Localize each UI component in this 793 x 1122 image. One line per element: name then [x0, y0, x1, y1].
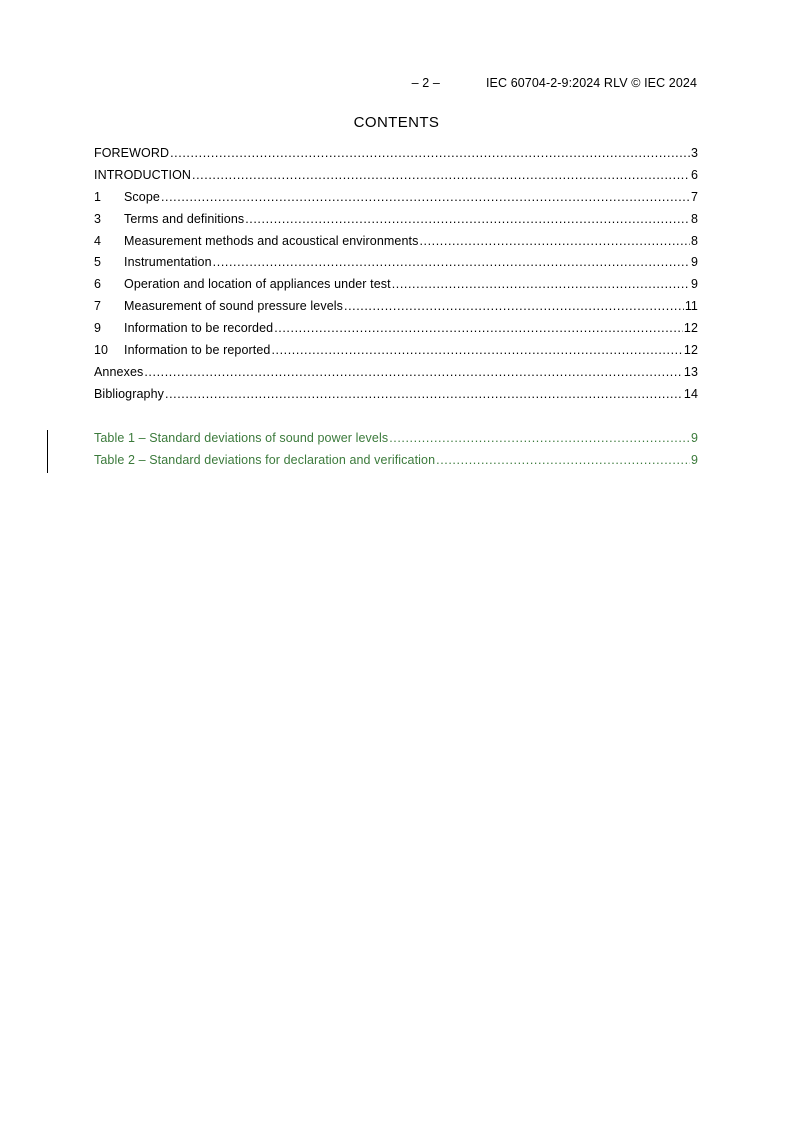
- toc-entry-sound-pressure-levels[interactable]: [94, 296, 698, 318]
- toc-entry-page: 12: [683, 343, 698, 358]
- toc-entry-table-1[interactable]: [94, 428, 698, 450]
- toc-entry-number: 4: [94, 233, 102, 248]
- toc-entry-page: 13: [683, 364, 698, 379]
- toc-entry-page: 14: [683, 386, 698, 401]
- toc-entry-label: Table 1 – Standard deviations of sound power levels: [94, 431, 389, 445]
- toc-entry-label: Operation and location of appliances under test: [124, 277, 391, 292]
- toc-entry-page: 12: [683, 321, 698, 336]
- toc-entry-label: Bibliography: [94, 386, 164, 401]
- dot-leader: [165, 384, 683, 406]
- toc-entry-foreword[interactable]: [94, 143, 698, 165]
- toc-entry-number: 3: [94, 211, 102, 226]
- toc-entry-instrumentation[interactable]: [94, 252, 698, 274]
- document-reference: IEC 60704-2-9:2024 RLV © IEC 2024: [485, 76, 697, 90]
- toc-entry-label: INTRODUCTION: [94, 167, 192, 182]
- dot-leader: [344, 296, 684, 318]
- dot-leader: [213, 252, 690, 274]
- toc-entry-table-2[interactable]: [94, 450, 698, 472]
- toc-entry-measurement-methods[interactable]: [94, 231, 698, 253]
- toc-entry-number: 9: [94, 321, 102, 336]
- dot-leader: [144, 362, 683, 384]
- toc-entry-scope[interactable]: [94, 187, 698, 209]
- toc-entry-information-reported[interactable]: [94, 340, 698, 362]
- dot-leader: [170, 143, 690, 165]
- toc-entry-label: Scope: [124, 189, 160, 204]
- toc-entry-page: 11: [684, 299, 698, 314]
- toc-entry-page: 9: [690, 452, 698, 467]
- revision-change-bar: [47, 430, 48, 473]
- toc-entry-page: 9: [690, 431, 698, 445]
- page-number: – 2 –: [411, 76, 440, 90]
- toc-entry-label: Information to be recorded: [124, 321, 274, 336]
- toc-entry-bibliography[interactable]: [94, 384, 698, 406]
- dot-leader: [389, 428, 690, 450]
- toc-entry-page: 7: [690, 189, 698, 204]
- dot-leader: [161, 187, 690, 209]
- toc-entry-terms-and-definitions[interactable]: [94, 209, 698, 231]
- toc-entry-label: Terms and definitions: [124, 211, 245, 226]
- toc-entry-number: 10: [94, 343, 109, 358]
- toc-entry-number: 1: [94, 189, 102, 204]
- toc-entry-information-recorded[interactable]: [94, 318, 698, 340]
- dot-leader: [436, 450, 690, 472]
- toc-entry-page: 8: [690, 211, 698, 226]
- contents-title: CONTENTS: [353, 114, 440, 131]
- toc-entry-label: Table 2 – Standard deviations for declaration and verification: [94, 452, 436, 467]
- toc-entry-label: Annexes: [94, 364, 144, 379]
- dot-leader: [419, 231, 690, 253]
- toc-entry-label: FOREWORD: [94, 146, 170, 160]
- dot-leader: [192, 165, 690, 187]
- toc-entry-annexes[interactable]: [94, 362, 698, 384]
- toc-entry-introduction[interactable]: [94, 165, 698, 187]
- table-of-contents: [94, 143, 698, 406]
- toc-entry-operation-and-location[interactable]: [94, 274, 698, 296]
- page-header: [412, 76, 697, 90]
- dot-leader: [392, 274, 690, 296]
- list-of-tables: [94, 428, 698, 472]
- toc-entry-number: 6: [94, 277, 102, 292]
- toc-entry-page: 6: [690, 167, 698, 182]
- toc-entry-number: 5: [94, 255, 102, 270]
- toc-entry-page: 9: [690, 255, 698, 270]
- toc-entry-label: Measurement methods and acoustical environments: [124, 233, 419, 248]
- toc-entry-label: Measurement of sound pressure levels: [124, 299, 343, 314]
- dot-leader: [271, 340, 682, 362]
- toc-entry-number: 7: [94, 299, 102, 314]
- dot-leader: [245, 209, 690, 231]
- toc-entry-page: 9: [690, 277, 698, 292]
- toc-entry-page: 8: [690, 233, 698, 248]
- toc-entry-label: Information to be reported: [124, 343, 271, 358]
- toc-entry-page: 3: [690, 146, 698, 160]
- dot-leader: [274, 318, 683, 340]
- toc-entry-label: Instrumentation: [124, 255, 212, 270]
